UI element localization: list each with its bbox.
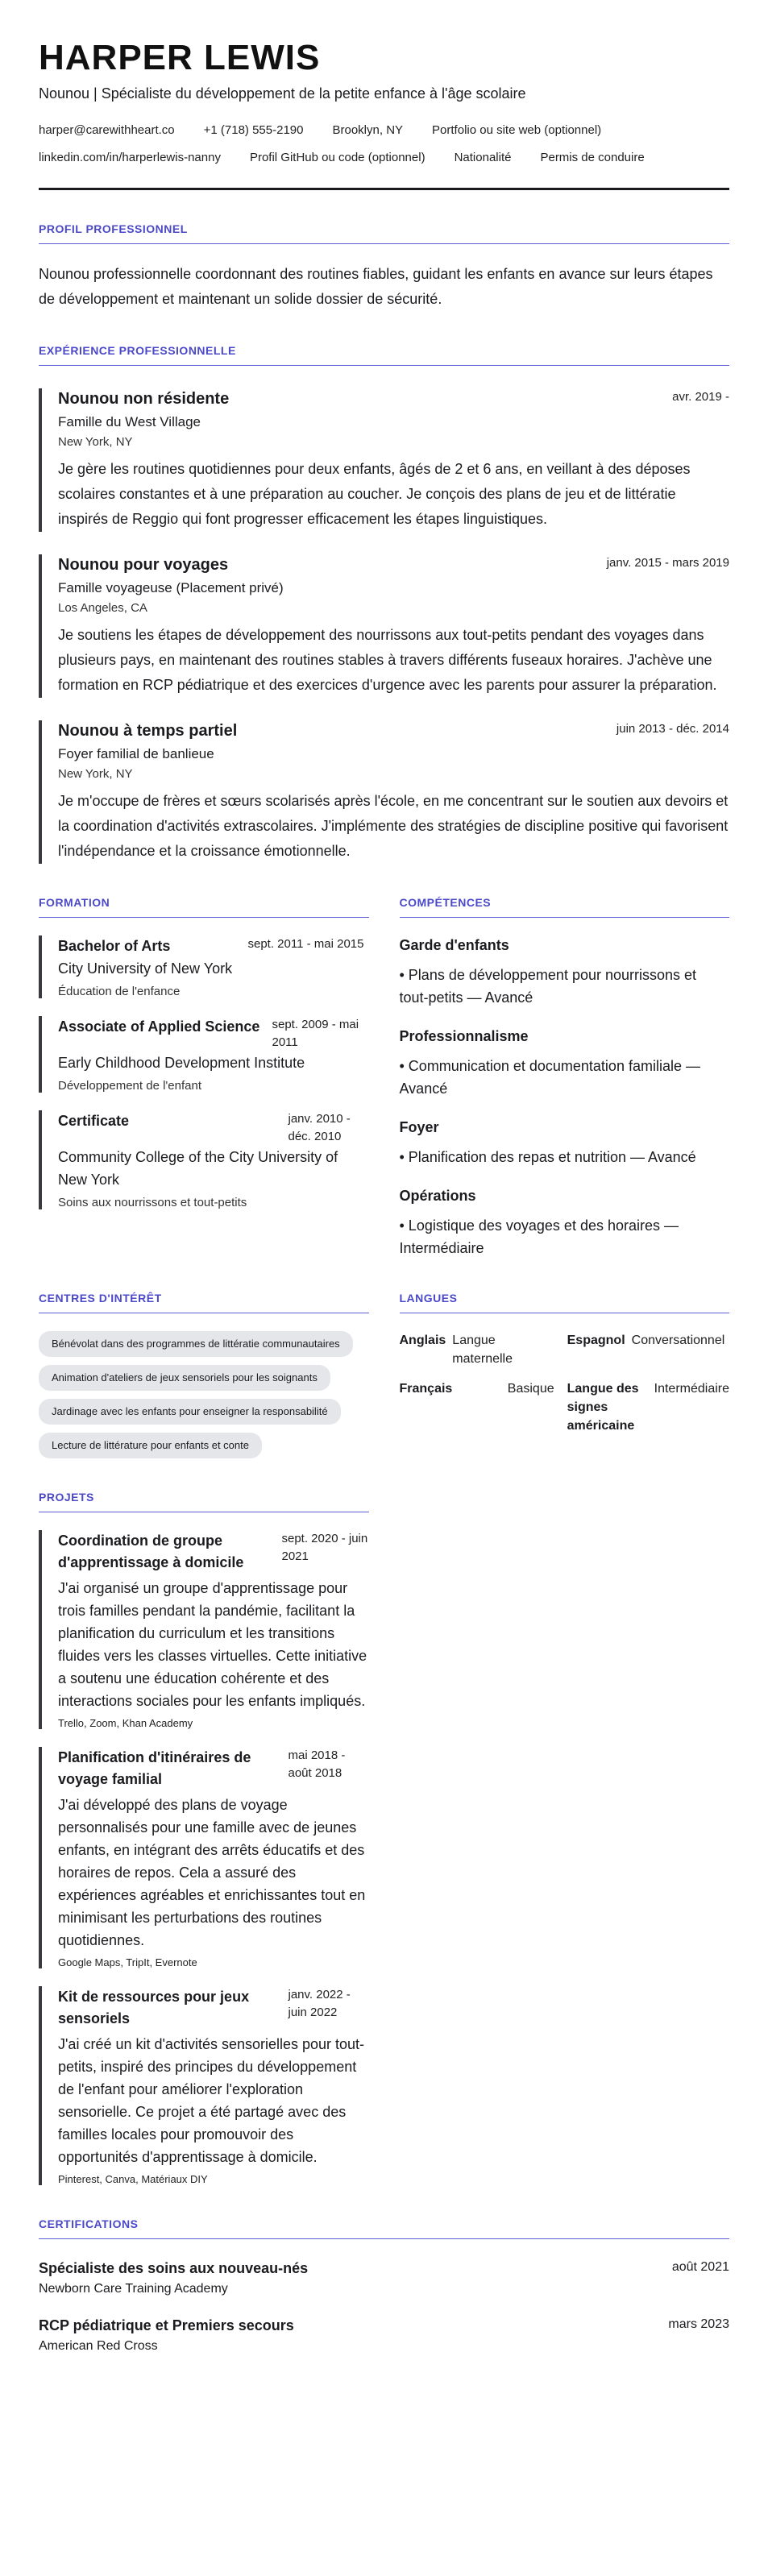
skill-group — [400, 1028, 730, 1100]
experience-entry — [39, 388, 729, 532]
skill-category: Opérations — [399, 1188, 476, 1205]
contact-portfolio[interactable]: Portfolio ou site web (optionnel) — [432, 123, 602, 138]
experience-entry — [39, 720, 729, 864]
language-level: Basique — [507, 1382, 554, 1396]
language-name: Anglais — [399, 1334, 446, 1348]
resume-header — [39, 39, 729, 190]
language-level: Conversationnel — [631, 1334, 725, 1348]
education-date: sept. 2011 - mai 2015 — [247, 937, 364, 952]
project-date: mai 2018 - août 2018 — [288, 1748, 346, 1781]
skill-group — [400, 1119, 730, 1168]
contact-email[interactable]: harper@carewithheart.co — [39, 123, 175, 138]
contact-location: Brooklyn, NY — [332, 123, 404, 138]
interests-languages-row — [39, 1259, 729, 1458]
candidate-name: HARPER LEWIS — [39, 38, 321, 77]
project-title: Kit de ressources pour jeux sensoriels — [58, 1989, 250, 2027]
school: Early Childhood Development Institute — [58, 1055, 305, 1072]
job-description: Je soutiens les étapes de développement des nourrissons aux tout-petits pendant des voyages dans plusieurs pays, en maintenant des routines stables à travers différents fuseaux horaires. J'achève une formation en RCP pédiatrique et des exercices d'urgence avec les parents pour assurer la préparation. — [58, 627, 717, 694]
header-divider — [39, 188, 729, 190]
job-location: New York, NY — [58, 435, 133, 450]
project-title: Coordination de groupe d'apprentissage à domicile — [58, 1533, 244, 1571]
contact-license: Permis de conduire — [540, 151, 645, 165]
project-tools: Pinterest, Canva, Matériaux DIY — [58, 2173, 208, 2186]
section-title-certifications: CERTIFICATIONS — [39, 2217, 729, 2239]
language-name: Espagnol — [567, 1334, 625, 1348]
headline: Nounou | Spécialiste du développement de la petite enfance à l'âge scolaire — [39, 85, 526, 102]
language-name: Français — [399, 1382, 453, 1396]
section-title-interests: CENTRES D'INTÉRÊT — [39, 1292, 369, 1313]
project-entry — [39, 1747, 369, 1968]
certification-issuer: Newborn Care Training Academy — [39, 2282, 228, 2296]
project-date: sept. 2020 - juin 2021 — [281, 1532, 368, 1564]
project-entry — [39, 1986, 369, 2185]
job-employer: Famille voyageuse (Placement privé) — [58, 580, 284, 596]
certifications-section — [39, 2217, 729, 2354]
section-title-skills: COMPÉTENCES — [400, 896, 730, 918]
language-entry — [400, 1331, 554, 1368]
language-entry — [400, 1379, 554, 1435]
section-title-experience: EXPÉRIENCE PROFESSIONNELLE — [39, 344, 729, 366]
contact-github[interactable]: Profil GitHub ou code (optionnel) — [249, 151, 426, 165]
language-level: Langue maternelle — [452, 1334, 513, 1367]
skill-item: • Plans de développement pour nourrissons et tout-petits — Avancé — [399, 967, 697, 1006]
job-location: New York, NY — [58, 767, 133, 782]
certification-issuer: American Red Cross — [39, 2339, 158, 2354]
interest-chip: Animation d'ateliers de jeux sensoriels pour les soignants — [39, 1365, 330, 1391]
section-title-languages: LANGUES — [400, 1292, 730, 1313]
education-entry — [39, 1110, 369, 1209]
field-of-study: Soins aux nourrissons et tout-petits — [58, 1196, 247, 1210]
education-entry — [39, 935, 369, 998]
project-description: J'ai créé un kit d'activités sensorielles pour tout-petits, inspiré des principes du développement de l'enfant pour améliorer l'exploration sensorielle. Ce projet a été partagé avec des familles locales pour promouvoir des opportunités d'apprentissage à domicile. — [58, 2036, 365, 2166]
skill-category: Professionnalisme — [399, 1028, 529, 1045]
interest-chip: Jardinage avec les enfants pour enseigner la responsabilité — [39, 1399, 341, 1425]
job-date: avr. 2019 - — [672, 390, 729, 404]
languages-section — [400, 1259, 730, 1458]
language-name: Langue des signes américaine — [567, 1382, 639, 1433]
certification-name: Spécialiste des soins aux nouveau-nés — [39, 2260, 309, 2277]
field-of-study: Développement de l'enfant — [58, 1079, 201, 1093]
project-description: J'ai développé des plans de voyage personnalisés pour une famille avec de jeunes enfants, en intégrant des arrêts éducatifs et des horaires de repos. Cela a assuré des expériences agréables et enrichissantes tout en minimisant les perturbations des routines quotidiennes. — [58, 1797, 366, 1949]
certification-name: RCP pédiatrique et Premiers secours — [39, 2317, 294, 2334]
skill-item: • Logistique des voyages et des horaires — Intermédiaire — [399, 1217, 679, 1257]
certification-entry — [39, 2317, 729, 2354]
skill-category: Garde d'enfants — [399, 937, 509, 954]
section-title-education: FORMATION — [39, 896, 369, 918]
certification-date: mars 2023 — [668, 2317, 729, 2332]
project-date: janv. 2022 - juin 2022 — [288, 1988, 351, 2020]
language-entry — [567, 1379, 729, 1435]
skill-group — [400, 937, 730, 1009]
education-section — [39, 864, 369, 1259]
job-employer: Famille du West Village — [58, 414, 201, 430]
school: Community College of the City University of New York — [58, 1149, 338, 1188]
school: City University of New York — [58, 960, 233, 977]
skill-item: • Planification des repas et nutrition — Avancé — [399, 1149, 696, 1166]
job-date: juin 2013 - déc. 2014 — [616, 722, 729, 736]
interest-chip: Bénévolat dans des programmes de littératie communautaires — [39, 1331, 353, 1357]
contact-list — [39, 117, 729, 172]
section-title-projects: PROJETS — [39, 1491, 369, 1512]
degree: Associate of Applied Science — [58, 1018, 260, 1035]
project-tools: Trello, Zoom, Khan Academy — [58, 1717, 193, 1730]
contact-linkedin[interactable]: linkedin.com/in/harperlewis-nanny — [39, 151, 221, 165]
certification-entry — [39, 2260, 729, 2296]
project-tools: Google Maps, TripIt, Evernote — [58, 1956, 197, 1969]
experience-section — [39, 344, 729, 864]
skill-item: • Communication et documentation familiale — Avancé — [399, 1058, 700, 1097]
contact-phone[interactable]: +1 (718) 555-2190 — [203, 123, 304, 138]
experience-entry — [39, 554, 729, 698]
project-title: Planification d'itinéraires de voyage familial — [58, 1749, 251, 1788]
contact-nationality: Nationalité — [454, 151, 512, 165]
language-entry — [567, 1331, 729, 1368]
education-date: sept. 2009 - mai 2011 — [272, 1018, 359, 1050]
job-date: janv. 2015 - mars 2019 — [606, 556, 729, 570]
skill-category: Foyer — [399, 1119, 439, 1136]
language-level: Intermédiaire — [654, 1382, 729, 1396]
education-skills-row — [39, 864, 729, 1259]
job-description: Je m'occupe de frères et sœurs scolarisés après l'école, en me concentrant sur le soutien aux devoirs et la coordination d'activités extrascolaires. J'implémente des stratégies de discipline positive qui favorisent l'indépendance et la croissance émotionnelle. — [58, 793, 729, 860]
section-title-profile: PROFIL PROFESSIONNEL — [39, 222, 729, 244]
education-date: janv. 2010 - déc. 2010 — [288, 1112, 351, 1144]
projects-row — [39, 1458, 729, 2185]
job-location: Los Angeles, CA — [58, 601, 147, 616]
profile-summary: Nounou professionnelle coordonnant des routines fiables, guidant les enfants en avance sur leurs étapes de développement et maintenant un solide dossier de sécurité. — [39, 266, 713, 308]
profile-section — [39, 222, 729, 312]
projects-section — [39, 1458, 369, 2185]
education-entry — [39, 1016, 369, 1093]
certification-date: août 2021 — [671, 2260, 729, 2275]
job-employer: Foyer familial de banlieue — [58, 746, 214, 762]
interests-section — [39, 1259, 369, 1458]
job-title: Nounou non résidente — [58, 390, 230, 409]
job-title: Nounou pour voyages — [58, 556, 229, 575]
interest-chip: Lecture de littérature pour enfants et conte — [39, 1433, 262, 1458]
job-title: Nounou à temps partiel — [58, 722, 238, 740]
job-description: Je gère les routines quotidiennes pour deux enfants, âgés de 2 et 6 ans, en veillant à des déposes scolaires constantes et à une préparation au coucher. Je conçois des plans de jeu et de littératie inspirés de Reggio qui font progresser efficacement les étapes linguistiques. — [58, 461, 691, 528]
field-of-study: Éducation de l'enfance — [58, 985, 181, 999]
empty-column — [400, 1458, 730, 2185]
project-description: J'ai organisé un groupe d'apprentissage pour trois familles pendant la pandémie, facilitant la planification du curriculum et les transitions fluides vers les classes virtuelles. Cette initiative a soutenu une éducation cohérente et des interactions sociales pour les enfants impliqués. — [58, 1580, 367, 1710]
degree: Certificate — [58, 1113, 130, 1130]
skills-section — [400, 864, 730, 1259]
skill-group — [400, 1188, 730, 1259]
project-entry — [39, 1530, 369, 1729]
degree: Bachelor of Arts — [58, 938, 171, 955]
